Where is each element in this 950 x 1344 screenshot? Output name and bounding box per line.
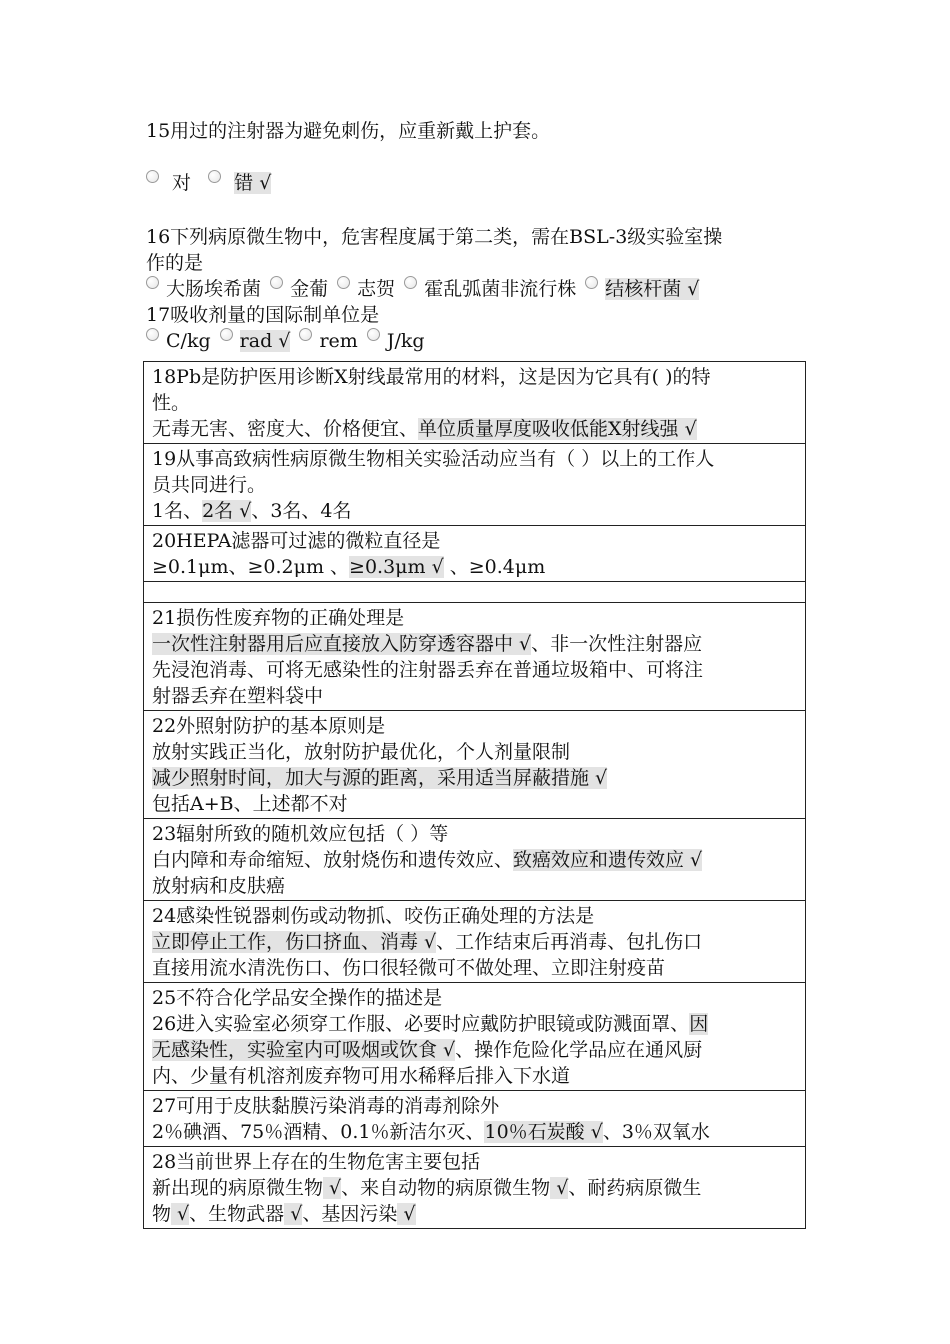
empty-cell: [144, 582, 806, 603]
answer-correct: 10％石炭酸 √: [484, 1121, 603, 1143]
answer-text: 无毒无害、密度大、价格便宜、: [152, 418, 419, 440]
answer-check: √: [397, 1203, 416, 1225]
question-text: 27可用于皮肤黏膜污染消毒的消毒剂除外: [152, 1095, 500, 1117]
question-text: 20HEPA滤器可过滤的微粒直径是: [152, 530, 441, 552]
question-22-cell: [144, 711, 806, 819]
table-row-empty: [144, 582, 806, 603]
answer-correct: 致癌效应和遗传效应 √: [513, 849, 703, 871]
answer-correct: 立即停止工作，伤口挤血、消毒 √: [152, 931, 437, 953]
table-row: [144, 526, 806, 582]
radio-button[interactable]: [220, 328, 233, 341]
answer-text: 、操作危险化学品应在通风厨: [455, 1039, 703, 1061]
answer-line: [152, 1119, 797, 1145]
question-table: [143, 361, 806, 1229]
answer-correct: 一次性注射器用后应直接放入防穿透容器中 √: [152, 633, 532, 655]
question-16-options: [146, 276, 811, 302]
question-text: 21损伤性废弃物的正确处理是: [152, 607, 405, 629]
answer-text: 、生物武器: [189, 1203, 285, 1225]
question-27-cell: [144, 1091, 806, 1147]
answer-text: 物: [152, 1203, 172, 1225]
radio-button[interactable]: [208, 170, 221, 183]
question-text: 17吸收剂量的国际制单位是: [146, 304, 380, 326]
question-text: 25不符合化学品安全操作的描述是: [152, 987, 443, 1009]
radio-button[interactable]: [299, 328, 312, 341]
answer-text: ≥0.1μm、≥0.2μm 、: [152, 556, 350, 578]
option-label-correct: rad √: [239, 330, 291, 352]
answer-text: 2％碘酒、75％酒精、0.1％新洁尔灭、: [152, 1121, 485, 1143]
answer-line: [152, 631, 797, 657]
answer-line: [152, 1201, 797, 1227]
question-text: 24感染性锐器刺伤或动物抓、咬伤正确处理的方法是: [152, 905, 595, 927]
answer-line: [152, 416, 797, 442]
table-row: [144, 711, 806, 819]
radio-button[interactable]: [146, 328, 159, 341]
option-label: 志贺: [357, 278, 396, 300]
table-row: [144, 1147, 806, 1229]
table-row: [144, 901, 806, 983]
question-text: 16下列病原微生物中，危害程度属于第二类，需在BSL-3级实验室操: [146, 226, 723, 248]
answer-text: 、非一次性注射器应: [531, 633, 703, 655]
question-21-cell: [144, 603, 806, 711]
table-row: [144, 819, 806, 901]
table-row: [144, 362, 806, 444]
question-15-options: [146, 170, 811, 196]
table-row: [144, 983, 806, 1091]
answer-correct: 无感染性，实验室内可吸烟或饮食 √: [152, 1039, 456, 1061]
answer-line: [152, 554, 797, 580]
option-label: 对: [172, 172, 192, 194]
answer-text: 、工作结束后再消毒、包扎伤口: [436, 931, 703, 953]
option-label-correct: 错 √: [234, 172, 272, 194]
answer-text: 、基因污染: [302, 1203, 398, 1225]
question-17-options: [146, 328, 811, 354]
question-text: 性。: [152, 392, 191, 414]
answer-correct: 因: [689, 1013, 709, 1035]
question-text: 28当前世界上存在的生物危害主要包括: [152, 1151, 481, 1173]
radio-button[interactable]: [146, 170, 159, 183]
answer-text: 新出现的病原微生物: [152, 1177, 324, 1199]
answer-text: 内、少量有机溶剂废弃物可用水稀释后排入下水道: [152, 1065, 571, 1087]
question-text: 22外照射防护的基本原则是: [152, 715, 386, 737]
question-24-cell: [144, 901, 806, 983]
answer-text: 、≥0.4μm: [443, 556, 546, 578]
answer-check: √: [171, 1203, 190, 1225]
option-label: 大肠埃希菌: [166, 278, 262, 300]
answer-line: [152, 1037, 797, 1063]
option-label: 金葡: [290, 278, 329, 300]
answer-line: [152, 929, 797, 955]
answer-line: [152, 1011, 797, 1037]
question-text: 19从事高致病性病原微生物相关实验活动应当有（ ）以上的工作人: [152, 448, 715, 470]
option-label-correct: 结核杆菌 √: [605, 278, 700, 300]
question-text: 18Pb是防护医用诊断X射线最常用的材料，这是因为它具有( )的特: [152, 366, 711, 388]
answer-check: √: [284, 1203, 303, 1225]
question-23-cell: [144, 819, 806, 901]
answer-correct: 2名 √: [202, 500, 252, 522]
answer-line: [152, 1175, 797, 1201]
answer-text: 包括A+B、上述都不对: [152, 793, 348, 815]
radio-button[interactable]: [146, 276, 159, 289]
question-25-cell: [144, 983, 806, 1091]
question-text: 员共同进行。: [152, 474, 267, 496]
radio-button[interactable]: [337, 276, 350, 289]
answer-line: [152, 498, 797, 524]
answer-text: 26进入实验室必须穿工作服、必要时应戴防护眼镜或防溅面罩、: [152, 1013, 690, 1035]
answer-correct: 单位质量厚度吸收低能X射线强 √: [418, 418, 697, 440]
answer-text: 射器丢弃在塑料袋中: [152, 685, 324, 707]
answer-text: 先浸泡消毒、可将无感染性的注射器丢弃在普通垃圾箱中、可将注: [152, 659, 704, 681]
answer-text: 直接用流水清洗伤口、伤口很轻微可不做处理、立即注射疫苗: [152, 957, 666, 979]
answer-text: 1名、: [152, 500, 203, 522]
option-label: rem: [319, 330, 358, 352]
answer-text: 、来自动物的病原微生物: [341, 1177, 551, 1199]
radio-button[interactable]: [404, 276, 417, 289]
question-19-cell: [144, 444, 806, 526]
answer-check: √: [550, 1177, 569, 1199]
answer-text: 、3名、4名: [251, 500, 352, 522]
question-16: [146, 224, 811, 354]
question-text: 23辐射所致的随机效应包括（ ）等: [152, 823, 449, 845]
question-text: 作的是: [146, 252, 204, 274]
answer-text: 、3％双氧水: [602, 1121, 710, 1143]
radio-button[interactable]: [367, 328, 380, 341]
question-15: [146, 118, 811, 144]
answer-correct: ≥0.3μm √: [349, 556, 444, 578]
answer-text: 放射病和皮肤癌: [152, 875, 286, 897]
table-row: [144, 444, 806, 526]
answer-text: 白内障和寿命缩短、放射烧伤和遗传效应、: [152, 849, 514, 871]
answer-correct: 减少照射时间，加大与源的距离，采用适当屏蔽措施 √: [152, 767, 608, 789]
radio-button[interactable]: [270, 276, 283, 289]
question-20-cell: [144, 526, 806, 582]
radio-button[interactable]: [585, 276, 598, 289]
question-text: 15用过的注射器为避免刺伤，应重新戴上护套。: [146, 120, 551, 142]
answer-text: 放射实践正当化，放射防护最优化，个人剂量限制: [152, 741, 571, 763]
table-row: [144, 1091, 806, 1147]
question-18-cell: [144, 362, 806, 444]
answer-text: 、耐药病原微生: [568, 1177, 702, 1199]
question-28-cell: [144, 1147, 806, 1229]
option-label: J/kg: [386, 330, 425, 352]
option-label: C/kg: [166, 330, 211, 352]
answer-line: [152, 765, 797, 791]
answer-check: √: [323, 1177, 342, 1199]
table-row: [144, 603, 806, 711]
answer-line: [152, 847, 797, 873]
option-label: 霍乱弧菌非流行株: [424, 278, 577, 300]
